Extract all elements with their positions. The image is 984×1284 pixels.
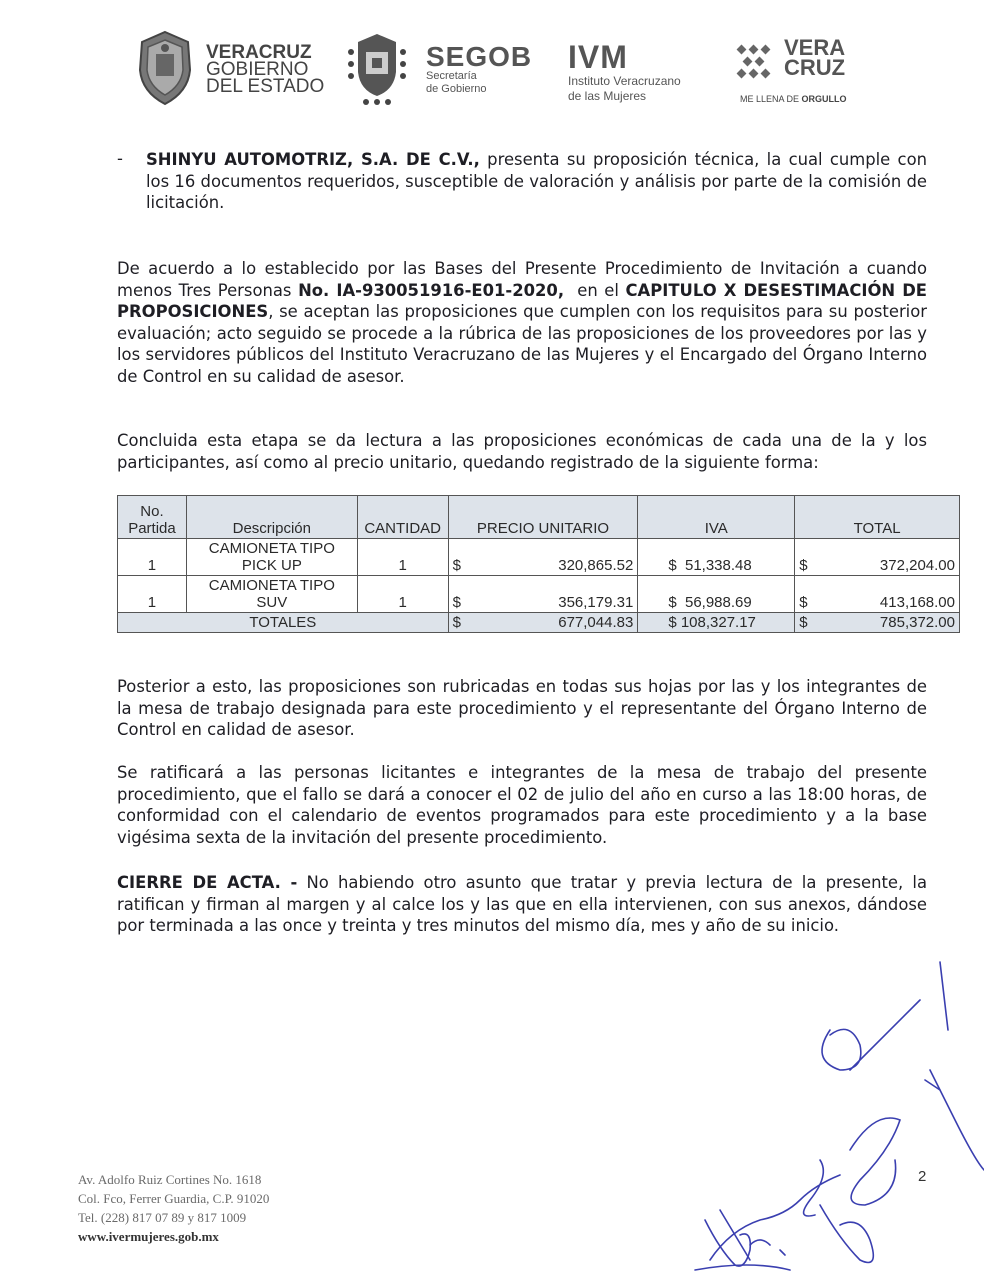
row1-total: $ 372,204.00 (795, 539, 960, 576)
veracruz-pattern-icon (736, 42, 780, 82)
row1-descripcion: CAMIONETA TIPO PICK UP (186, 539, 357, 576)
header-descripcion: Descripción (186, 496, 357, 539)
row2-total: $ 413,168.00 (795, 576, 960, 613)
company-name: SHINYU AUTOMOTRIZ, S.A. DE C.V., (146, 150, 480, 169)
segob-title: SEGOB (426, 41, 533, 72)
procedure-number: No. IA-930051916-E01-2020, (298, 280, 565, 300)
totals-precio: $ 677,044.83 (448, 613, 638, 633)
capitulo-x: CAPITULO X DESESTIMACIÓN DE PROPOSICIONES (117, 280, 928, 322)
totals-row (118, 613, 960, 633)
price-table (117, 495, 960, 633)
segob-line2: de Gobierno (426, 83, 487, 95)
paragraph-shinyu-text: presenta su proposición técnica, la cual cumple con los 16 documentos requeridos, susceptible de valoración y análisis por parte de la comisión de licitación. (146, 150, 927, 213)
header-cantidad: CANTIDAD (357, 496, 448, 539)
footer-colonia: Col. Fco, Ferrer Guardia, C.P. 91020 (78, 1191, 270, 1206)
row1-cantidad: 1 (357, 539, 448, 576)
paragraph-shinyu (146, 149, 927, 214)
ivm-line2: de las Mujeres (568, 89, 647, 103)
footer-phone: Tel. (228) 817 07 89 y 817 1009 (78, 1210, 247, 1225)
header-precio: PRECIO UNITARIO (448, 496, 638, 539)
slogan-orgullo: ORGULLO (801, 94, 847, 104)
bases-text-2: en el (564, 280, 626, 300)
paragraph-cierre (117, 872, 927, 937)
page-number: 2 (918, 1168, 927, 1185)
paragraph-rubricadas: Posterior a esto, las proposiciones son rubricadas en todas sus hojas por las y los integrantes de la mesa de trabajo designada para este procedimiento y el representante del Órgano Interno de Control en calidad de asesor. (117, 677, 927, 740)
row2-iva: $ 56,988.69 (638, 576, 795, 613)
header-partida: No. Partida (118, 496, 187, 539)
slogan-prefix: ME LLENA DE (740, 94, 802, 104)
footer-address (78, 1170, 269, 1246)
veracruz-slogan (740, 94, 847, 104)
totals-total: $ 785,372.00 (795, 613, 960, 633)
veracruz-title: VERACRUZ (206, 42, 312, 63)
del-estado-text: DEL ESTADO (206, 76, 325, 97)
table-row (118, 539, 960, 576)
footer-website: www.ivermujeres.gob.mx (78, 1229, 219, 1244)
row2-cantidad: 1 (357, 576, 448, 613)
row2-descripcion: CAMIONETA TIPO SUV (186, 576, 357, 613)
cierre-label: CIERRE DE ACTA. - (117, 873, 298, 892)
row1-iva: $ 51,338.48 (638, 539, 795, 576)
bases-text-1: De acuerdo a lo establecido por las Bases del Presente Procedimiento de Invitación a cuando menos Tres Personas (117, 259, 927, 300)
bullet-dash: - (117, 149, 123, 168)
totals-label: TOTALES (118, 613, 449, 633)
row2-partida: 1 (118, 576, 187, 613)
footer-street: Av. Adolfo Ruiz Cortines No. 1618 (78, 1172, 262, 1187)
paragraph-lectura: Concluida esta etapa se da lectura a las proposiciones económicas de cada una de la y los participantes, así como al precio unitario, quedando registrado de la siguiente forma: (117, 431, 927, 472)
vera-text: VERA (784, 35, 846, 60)
ivm-line1: Instituto Veracruzano (568, 74, 681, 88)
row1-partida: 1 (118, 539, 187, 576)
ivm-title: IVM (568, 39, 628, 75)
table-row (118, 576, 960, 613)
header-iva: IVA (638, 496, 795, 539)
cruz-text: CRUZ (784, 55, 846, 80)
gobierno-text: GOBIERNO (206, 59, 309, 80)
bases-text-3: , se aceptan las proposiciones que cumplen con los requisitos para su posterior evaluación; acto seguido se procede a la rúbrica de las proposiciones de los proveedores por las y los servidores públicos del Instituto Veracruzano de las Mujeres y el Encargado del Órgano Interno de Control en su calidad de asesor. (117, 302, 927, 386)
row1-precio: $ 320,865.52 (448, 539, 638, 576)
table-header-row (118, 496, 960, 539)
paragraph-ratificara: Se ratificará a las personas licitantes e integrantes de la mesa de trabajo del presente procedimiento, que el fallo se dará a conocer el 02 de julio del año en curso a las 18:00 horas, de conformidad con el calendario de eventos programados para este procedimiento y a la base vigésima sexta de la invitación del presente procedimiento. (117, 763, 927, 847)
row2-precio: $ 356,179.31 (448, 576, 638, 613)
signature-scribbles-icon (690, 960, 984, 1280)
header-total: TOTAL (795, 496, 960, 539)
letterhead (128, 28, 868, 112)
segob-line1: Secretaría (426, 70, 477, 82)
veracruz-seal-icon (134, 30, 196, 106)
totals-iva: $ 108,327.17 (638, 613, 795, 633)
paragraph-bases (117, 258, 927, 388)
cierre-text: No habiendo otro asunto que tratar y previa lectura de la presente, la ratifican y firman al margen y al calce los y las que en ella intervienen, con sus anexos, dándose por terminada a las once y treinta y tres minutos del mismo día, mes y año de su inicio. (117, 873, 927, 936)
segob-seal-icon (346, 32, 408, 106)
